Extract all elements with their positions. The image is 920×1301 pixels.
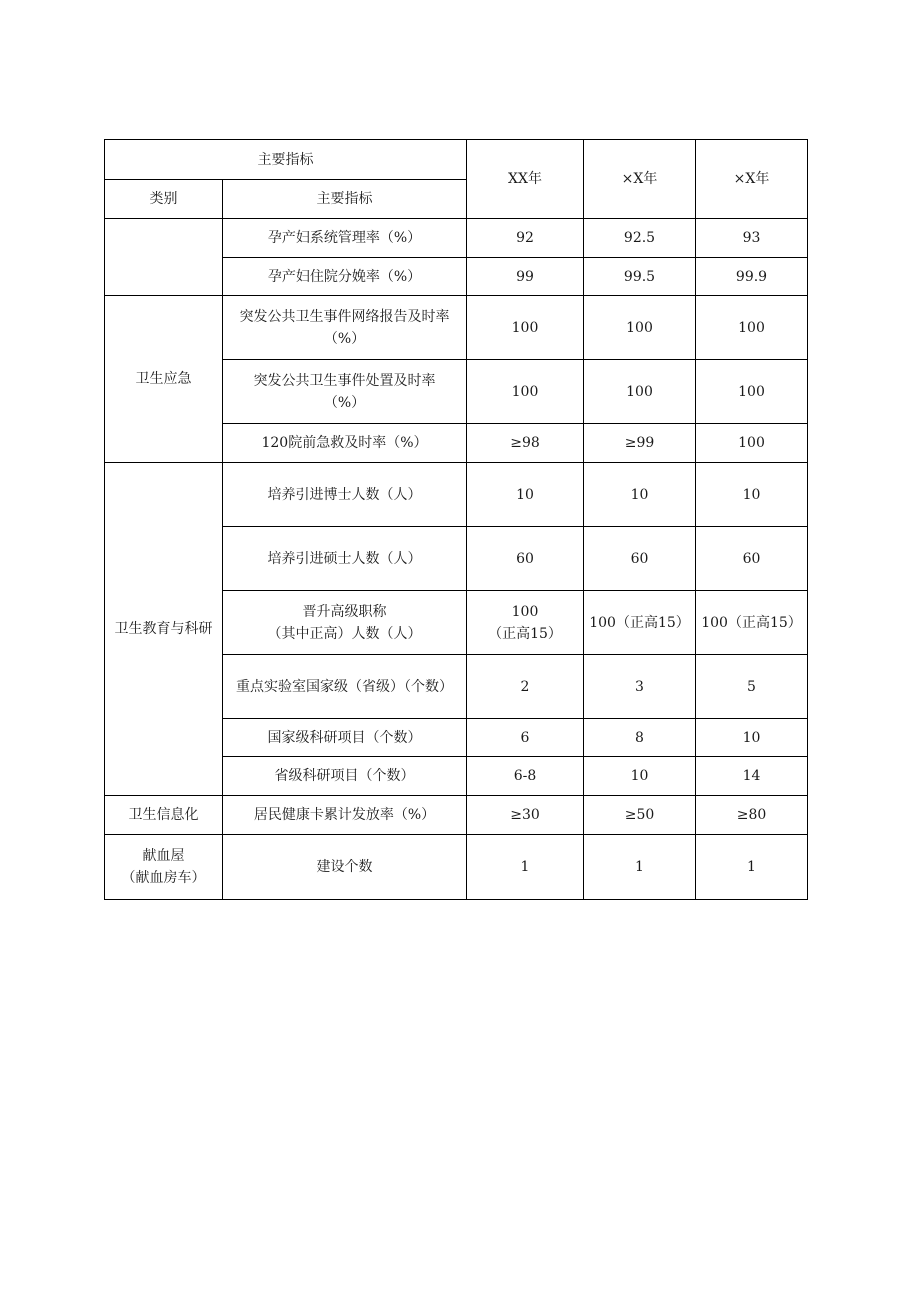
value-cell: 100（正高15） [696, 591, 808, 655]
table-row [105, 296, 808, 360]
header-indicator: 主要指标 [223, 180, 467, 219]
indicator-cell: 重点实验室国家级（省级）（个数） [223, 655, 467, 719]
value-cell: 10 [584, 463, 696, 527]
indicator-cell: 建设个数 [223, 835, 467, 900]
category-line: 献血屋 [142, 848, 185, 864]
category-cell: 卫生教育与科研 [105, 463, 223, 796]
value-cell: 92.5 [584, 219, 696, 258]
value-cell: ≥80 [696, 796, 808, 835]
value-cell: 2 [467, 655, 584, 719]
value-cell: ≥99 [584, 424, 696, 463]
value-line: 100 [511, 603, 539, 620]
value-cell: ≥98 [467, 424, 584, 463]
value-cell: 6 [467, 719, 584, 757]
value-cell: 92 [467, 219, 584, 258]
value-line: （正高15） [488, 625, 562, 642]
indicator-cell: 培养引进博士人数（人） [223, 463, 467, 527]
category-cell [105, 835, 223, 900]
header-row-1 [105, 140, 808, 180]
value-cell: 1 [467, 835, 584, 900]
indicator-cell: 孕产妇住院分娩率（%） [223, 258, 467, 296]
value-cell: 100 [584, 296, 696, 360]
indicator-line: 晋升高级职称 [302, 603, 387, 620]
value-cell: 100 [467, 296, 584, 360]
header-year-2: ×X年 [584, 140, 696, 219]
indicator-cell: 突发公共卫生事件处置及时率（%） [223, 360, 467, 424]
value-cell: 8 [584, 719, 696, 757]
value-cell: 5 [696, 655, 808, 719]
value-cell: 10 [696, 463, 808, 527]
value-cell: 100 [696, 424, 808, 463]
category-cell-empty [105, 219, 223, 296]
indicator-cell: 省级科研项目（个数） [223, 757, 467, 796]
indicator-cell [223, 591, 467, 655]
value-cell: 99 [467, 258, 584, 296]
category-cell: 卫生信息化 [105, 796, 223, 835]
value-cell: 100 [696, 296, 808, 360]
indicators-table [104, 139, 808, 900]
value-cell: 100 [467, 360, 584, 424]
table-row [105, 463, 808, 527]
value-cell: 60 [696, 527, 808, 591]
value-cell: 93 [696, 219, 808, 258]
value-cell: 99.9 [696, 258, 808, 296]
value-cell: 10 [696, 719, 808, 757]
value-cell: ≥30 [467, 796, 584, 835]
table-row [105, 219, 808, 258]
value-cell: ≥50 [584, 796, 696, 835]
value-cell: 100 [696, 360, 808, 424]
value-cell: 1 [584, 835, 696, 900]
indicator-cell: 突发公共卫生事件网络报告及时率（%） [223, 296, 467, 360]
value-cell: 14 [696, 757, 808, 796]
header-year-1: XX年 [467, 140, 584, 219]
value-cell: 10 [467, 463, 584, 527]
table-row [105, 796, 808, 835]
value-cell: 100 [584, 360, 696, 424]
indicator-cell: 培养引进硕士人数（人） [223, 527, 467, 591]
value-cell: 10 [584, 757, 696, 796]
indicator-line: （其中正高）人数（人） [267, 625, 422, 642]
indicator-cell: 居民健康卡累计发放率（%） [223, 796, 467, 835]
value-cell: 99.5 [584, 258, 696, 296]
value-cell: 3 [584, 655, 696, 719]
header-category: 类别 [105, 180, 223, 219]
value-cell: 1 [696, 835, 808, 900]
indicator-cell: 国家级科研项目（个数） [223, 719, 467, 757]
category-line: （献血房车） [121, 870, 206, 886]
table-row [105, 835, 808, 900]
indicator-cell: 120院前急救及时率（%） [223, 424, 467, 463]
value-cell: 60 [584, 527, 696, 591]
category-cell: 卫生应急 [105, 296, 223, 463]
value-cell [467, 591, 584, 655]
indicator-cell: 孕产妇系统管理率（%） [223, 219, 467, 258]
header-group-title: 主要指标 [105, 140, 467, 180]
value-cell: 60 [467, 527, 584, 591]
value-cell: 100（正高15） [584, 591, 696, 655]
header-year-3: ×X年 [696, 140, 808, 219]
value-cell: 6-8 [467, 757, 584, 796]
